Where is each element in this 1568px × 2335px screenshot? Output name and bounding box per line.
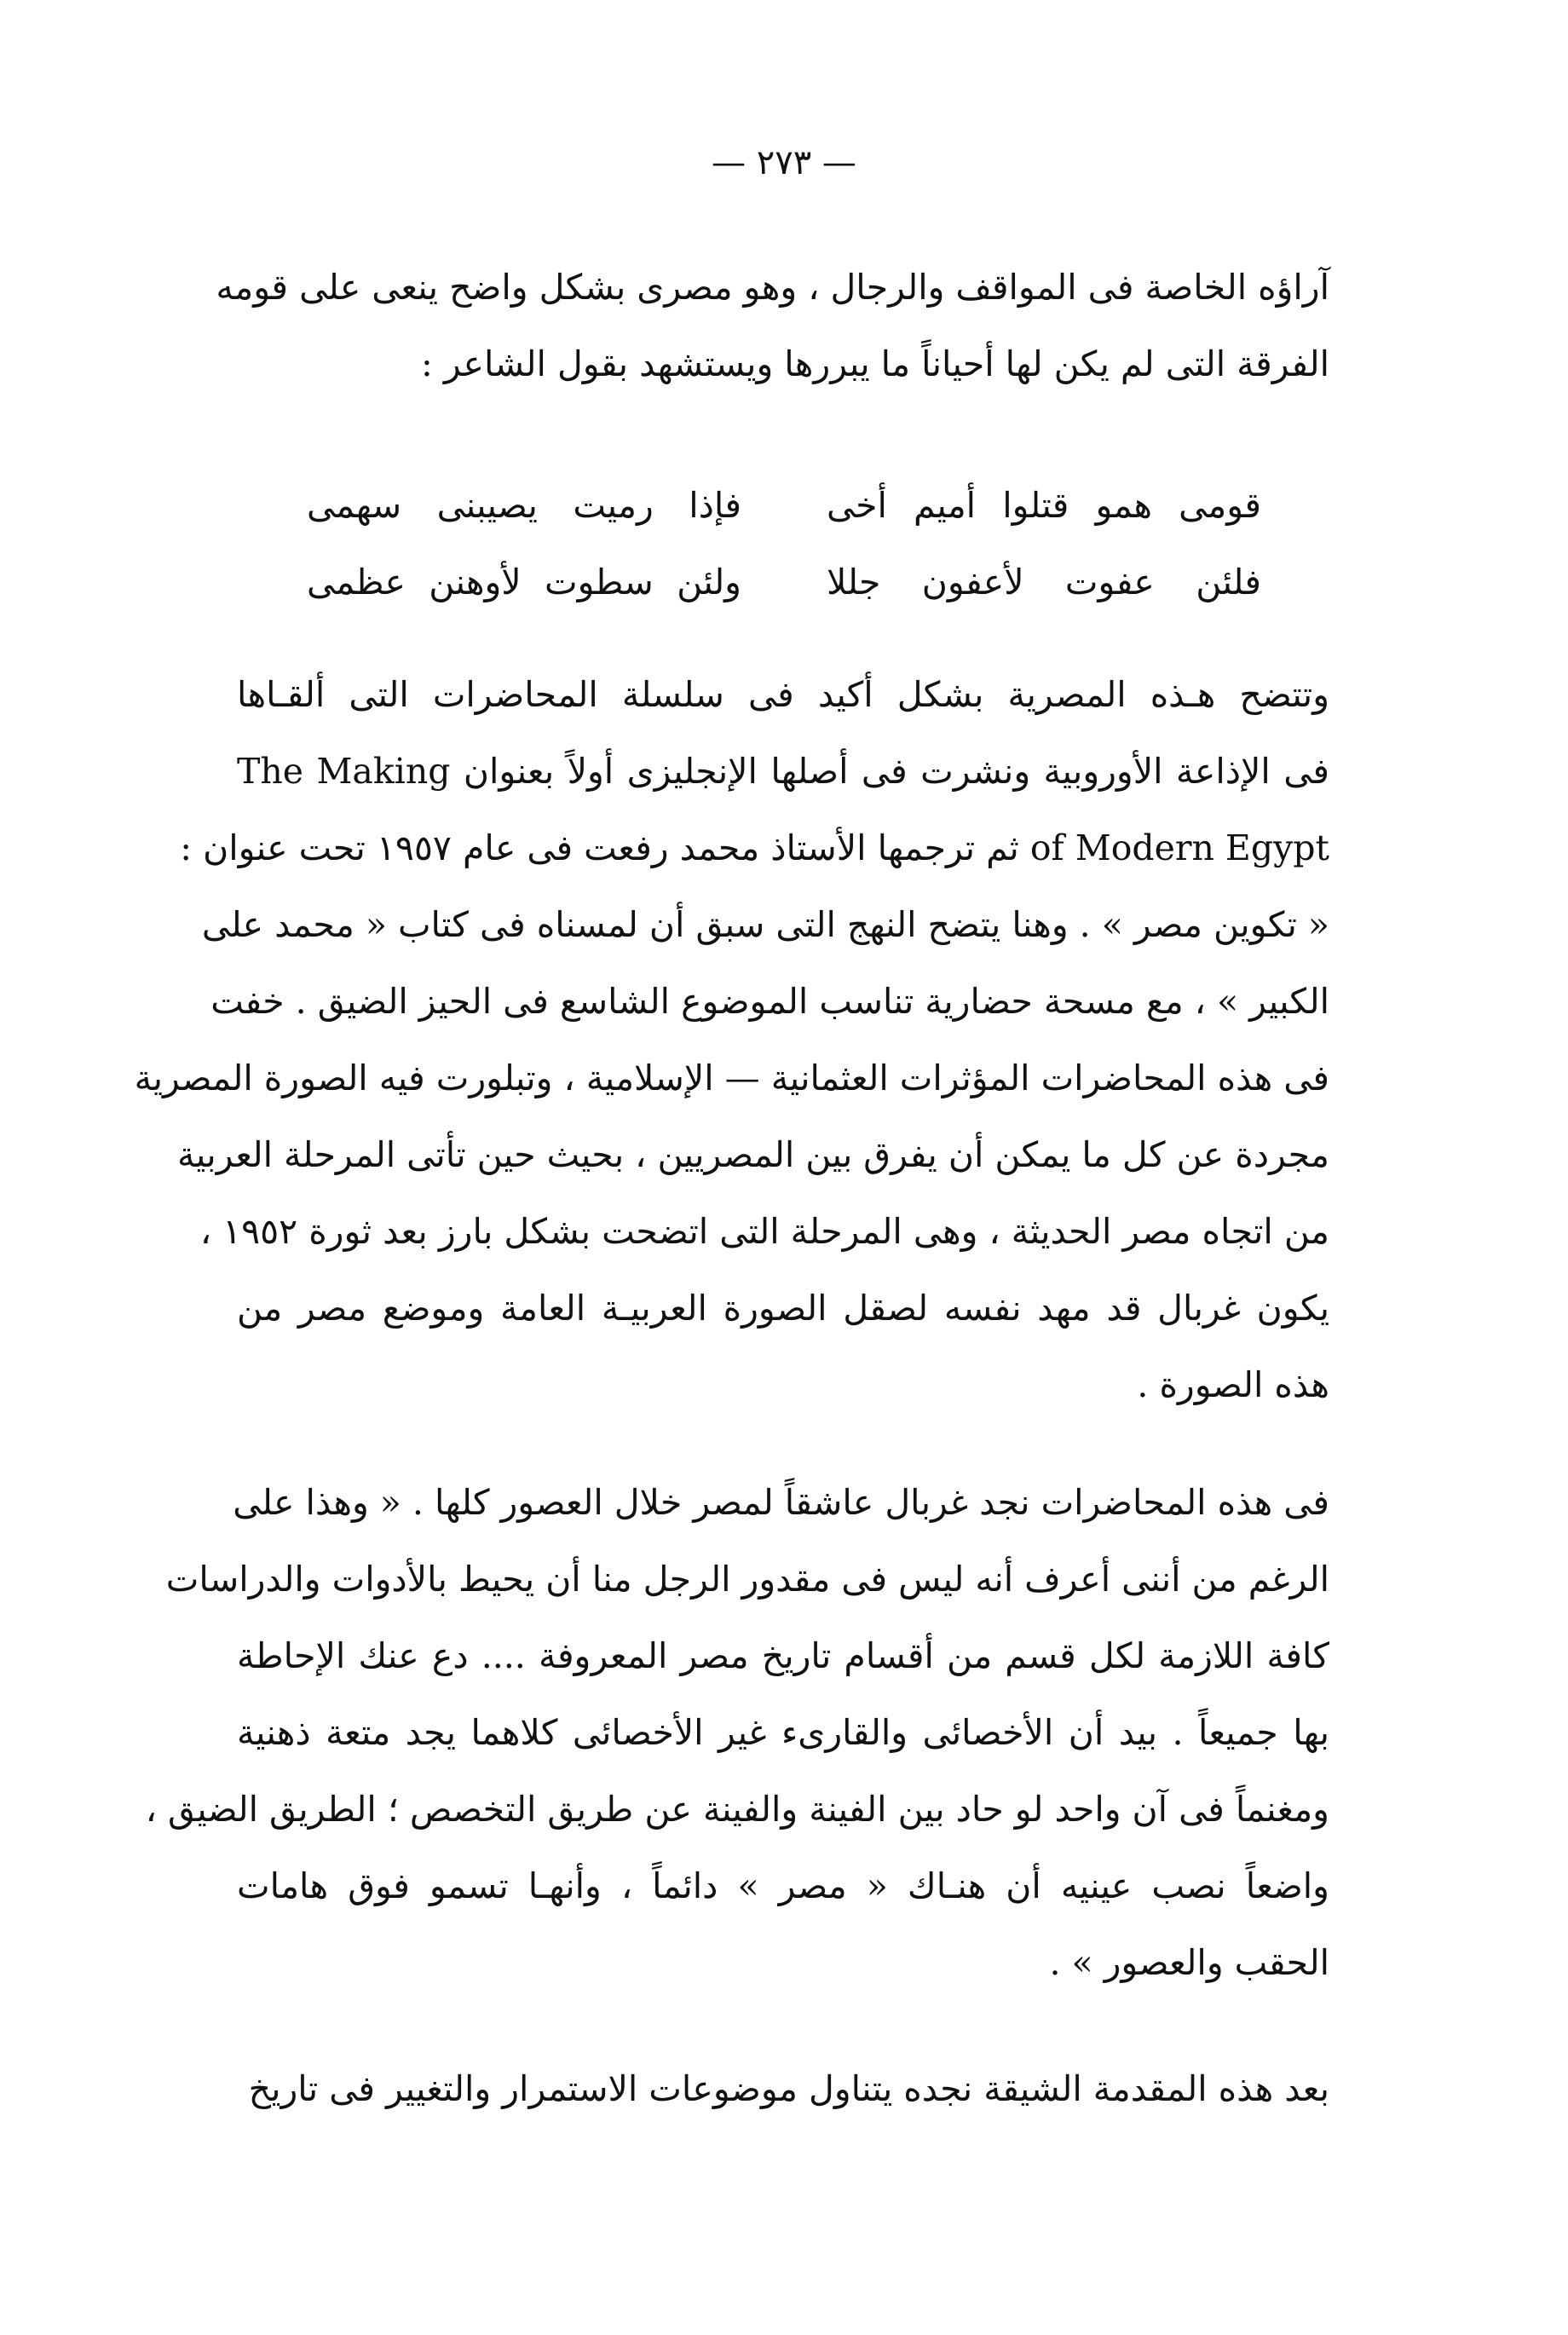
paragraph-3 bbox=[145, 1464, 1329, 2001]
paragraph-2 bbox=[134, 656, 1329, 1423]
paragraph-line: فى هذه المحاضرات نجد غربال عاشقاً لمصر خلال العصور كلها . « وهذا على bbox=[233, 1482, 1329, 1523]
paragraph-line: واضعاً نصب عينيه أن هنـاك « مصر » دائماً ، وأنهـا تسمو فوق هامات bbox=[237, 1865, 1329, 1906]
page-number: — ٢٧٣ — bbox=[712, 143, 856, 182]
verse-first-hemistich: قومى همو قتلوا أميم أخى bbox=[827, 485, 1261, 526]
paragraph-line: « تكوين مصر » . وهنا يتضح النهج التى سبق أن لمسناه فى كتاب « محمد على bbox=[201, 904, 1329, 945]
verse-line bbox=[307, 544, 1261, 620]
paragraph-line: وتتضح هـذه المصرية بشكل أكيد فى سلسلة المحاضرات التى ألقـاها bbox=[237, 674, 1329, 715]
paragraph-line: فى الإذاعة الأوروبية ونشرت فى أصلها الإنجليزى أولاً بعنوان The Making bbox=[237, 751, 1329, 792]
paragraph-line: الفرقة التى لم يكن لها أحياناً ما يبررها ويستشهد بقول الشاعر : bbox=[421, 343, 1329, 384]
verse-first-hemistich: فلئن عفوت لأعفون جللا bbox=[827, 562, 1261, 602]
paragraph-line: فى هذه المحاضرات المؤثرات العثمانية — الإسلامية ، وتبلورت فيه الصورة المصرية bbox=[134, 1058, 1329, 1098]
paragraph-1 bbox=[216, 249, 1329, 402]
paragraph-line: كافة اللازمة لكل قسم من أقسام تاريخ مصر المعروفة .... دع عنك الإحاطة bbox=[237, 1635, 1329, 1676]
verse-second-hemistich: فإذا رميت يصيبنى سهمى bbox=[307, 485, 741, 526]
paragraph-line: بعد هذه المقدمة الشيقة نجده يتناول موضوعات الاستمرار والتغيير فى تاريخ bbox=[248, 2068, 1329, 2109]
paragraph-line: الحقب والعصور » . bbox=[1049, 1942, 1329, 1983]
paragraph-line: بها جميعاً . بيد أن الأخصائى والقارىء غير الأخصائى كلاهما يجد متعة ذهنية bbox=[237, 1712, 1329, 1753]
paragraph-line: الكبير » ، مع مسحة حضارية تناسب الموضوع الشاسع فى الحيز الضيق . خفت bbox=[210, 981, 1329, 1022]
paragraph-line: آراؤه الخاصة فى المواقف والرجال ، وهو مصرى بشكل واضح ينعى على قومه bbox=[216, 267, 1329, 308]
paragraph-line: يكون غربال قد مهد نفسه لصقل الصورة العربيـة العامة وموضع مصر من bbox=[237, 1288, 1329, 1329]
verse-line bbox=[307, 467, 1261, 544]
paragraph-line: من اتجاه مصر الحديثة ، وهى المرحلة التى اتضحت بشكل بارز بعد ثورة ١٩٥٢ ، bbox=[199, 1211, 1329, 1252]
poetry-verse bbox=[307, 467, 1261, 620]
paragraph-line: مجردة عن كل ما يمكن أن يفرق بين المصريين ، بحيث حين تأتى المرحلة العربية bbox=[176, 1134, 1329, 1175]
paragraph-4 bbox=[237, 2050, 1329, 2127]
paragraph-line: of Modern Egypt ثم ترجمها الأستاذ محمد رفعت فى عام ١٩٥٧ تحت عنوان : bbox=[180, 827, 1329, 868]
paragraph-line: هذه الصورة . bbox=[1137, 1364, 1329, 1405]
paragraph-line: ومغنماً فى آن واحد لو حاد بين الفينة والفينة عن طريق التخصص ؛ الطريق الضيق ، bbox=[145, 1789, 1329, 1830]
verse-second-hemistich: ولئن سطوت لأوهنن عظمى bbox=[307, 562, 741, 602]
paragraph-line: الرغم من أننى أعرف أنه ليس فى مقدور الرجل منا أن يحيط بالأدوات والدراسات bbox=[165, 1559, 1329, 1600]
